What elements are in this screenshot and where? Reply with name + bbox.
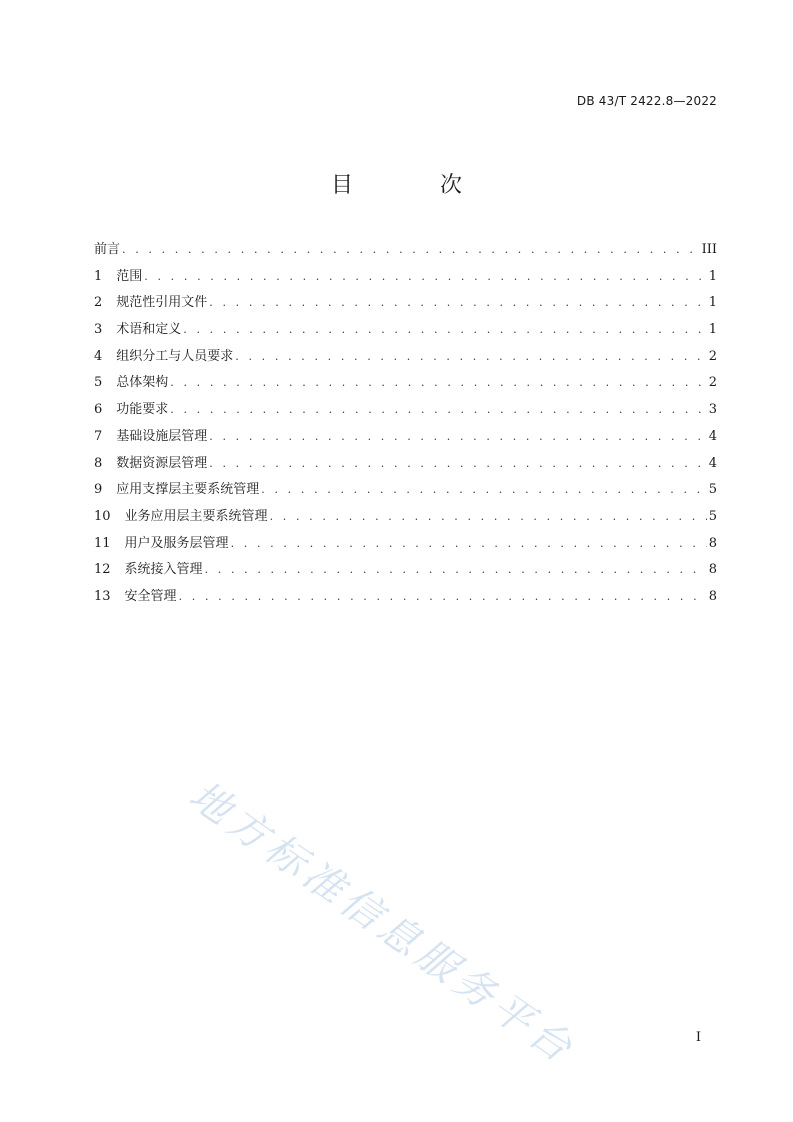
toc-entry-title: 组织分工与人员要求 xyxy=(116,348,234,364)
toc-entry-number: 9 xyxy=(94,482,103,498)
toc-entry-title: 用户及服务层管理 xyxy=(124,535,229,551)
toc-entry-number: 1 xyxy=(94,268,103,284)
toc-entry-number: 3 xyxy=(94,322,103,338)
toc-entry-title: 范围 xyxy=(116,268,143,284)
dot-leader xyxy=(209,427,706,447)
dot-leader xyxy=(209,293,706,313)
toc-entry-12[interactable] xyxy=(94,560,717,587)
toc-entry-number: 4 xyxy=(94,348,103,364)
toc-entry-title: 业务应用层主要系统管理 xyxy=(124,508,268,524)
toc-entry-11[interactable] xyxy=(94,534,717,561)
toc-entry-13[interactable] xyxy=(94,587,717,614)
dot-leader xyxy=(122,240,700,260)
toc-entry-6[interactable] xyxy=(94,400,717,427)
dot-leader xyxy=(270,507,707,527)
toc-entry-page: 4 xyxy=(708,428,717,444)
dot-leader xyxy=(144,267,706,287)
toc-entry-page: 4 xyxy=(708,455,717,471)
toc-entry-page: 3 xyxy=(708,402,717,418)
toc-entry-page: 8 xyxy=(708,535,717,551)
toc-entry-2[interactable] xyxy=(94,293,717,320)
toc-entry-foreword[interactable] xyxy=(94,240,717,267)
watermark: 地方标准信息服务平台 xyxy=(180,772,584,1075)
dot-leader xyxy=(179,587,707,607)
toc-entry-title: 系统接入管理 xyxy=(124,562,203,578)
dot-leader xyxy=(261,480,706,500)
table-of-contents xyxy=(94,240,717,614)
dot-leader xyxy=(205,560,707,580)
toc-entry-title: 规范性引用文件 xyxy=(116,295,208,311)
document-code: DB 43/T 2422.8—2022 xyxy=(576,94,717,108)
toc-entry-10[interactable] xyxy=(94,507,717,534)
toc-entry-7[interactable] xyxy=(94,427,717,454)
toc-entry-9[interactable] xyxy=(94,480,717,507)
toc-entry-title: 术语和定义 xyxy=(116,322,182,338)
page-number: I xyxy=(695,1030,701,1045)
toc-entry-number: 12 xyxy=(94,562,111,578)
toc-entry-title: 应用支撑层主要系统管理 xyxy=(116,482,260,498)
toc-entry-4[interactable] xyxy=(94,347,717,374)
toc-entry-8[interactable] xyxy=(94,454,717,481)
toc-entry-page: 2 xyxy=(708,375,717,391)
toc-entry-page: 5 xyxy=(708,482,717,498)
toc-entry-title: 数据资源层管理 xyxy=(116,455,208,471)
dot-leader xyxy=(209,454,706,474)
toc-entry-number: 6 xyxy=(94,402,103,418)
dot-leader xyxy=(170,373,706,393)
toc-entry-number: 11 xyxy=(94,535,111,551)
toc-entry-title: 总体架构 xyxy=(116,375,169,391)
dot-leader xyxy=(170,400,706,420)
toc-entry-page: 1 xyxy=(708,322,717,338)
toc-entry-title: 基础设施层管理 xyxy=(116,428,208,444)
toc-entry-number: 7 xyxy=(94,428,103,444)
toc-entry-page: 1 xyxy=(708,268,717,284)
toc-entry-title: 前言 xyxy=(94,242,121,257)
toc-entry-number: 8 xyxy=(94,455,103,471)
toc-entry-number: 2 xyxy=(94,295,103,311)
toc-entry-3[interactable] xyxy=(94,320,717,347)
toc-entry-page: 1 xyxy=(708,295,717,311)
toc-entry-title: 功能要求 xyxy=(116,402,169,418)
toc-entry-page: 2 xyxy=(708,348,717,364)
toc-entry-page: 8 xyxy=(708,588,717,604)
toc-entry-1[interactable] xyxy=(94,267,717,294)
toc-entry-number: 5 xyxy=(94,375,103,391)
dot-leader xyxy=(235,347,706,367)
dot-leader xyxy=(183,320,706,340)
toc-entry-page: 8 xyxy=(708,562,717,578)
toc-title: 目 次 xyxy=(331,173,502,198)
toc-entry-5[interactable] xyxy=(94,373,717,400)
toc-entry-number: 13 xyxy=(94,588,111,604)
toc-entry-page: III xyxy=(701,242,717,257)
toc-entry-title: 安全管理 xyxy=(124,588,177,604)
dot-leader xyxy=(231,534,707,554)
toc-entry-page: 5 xyxy=(708,508,717,524)
toc-entry-number: 10 xyxy=(94,508,111,524)
